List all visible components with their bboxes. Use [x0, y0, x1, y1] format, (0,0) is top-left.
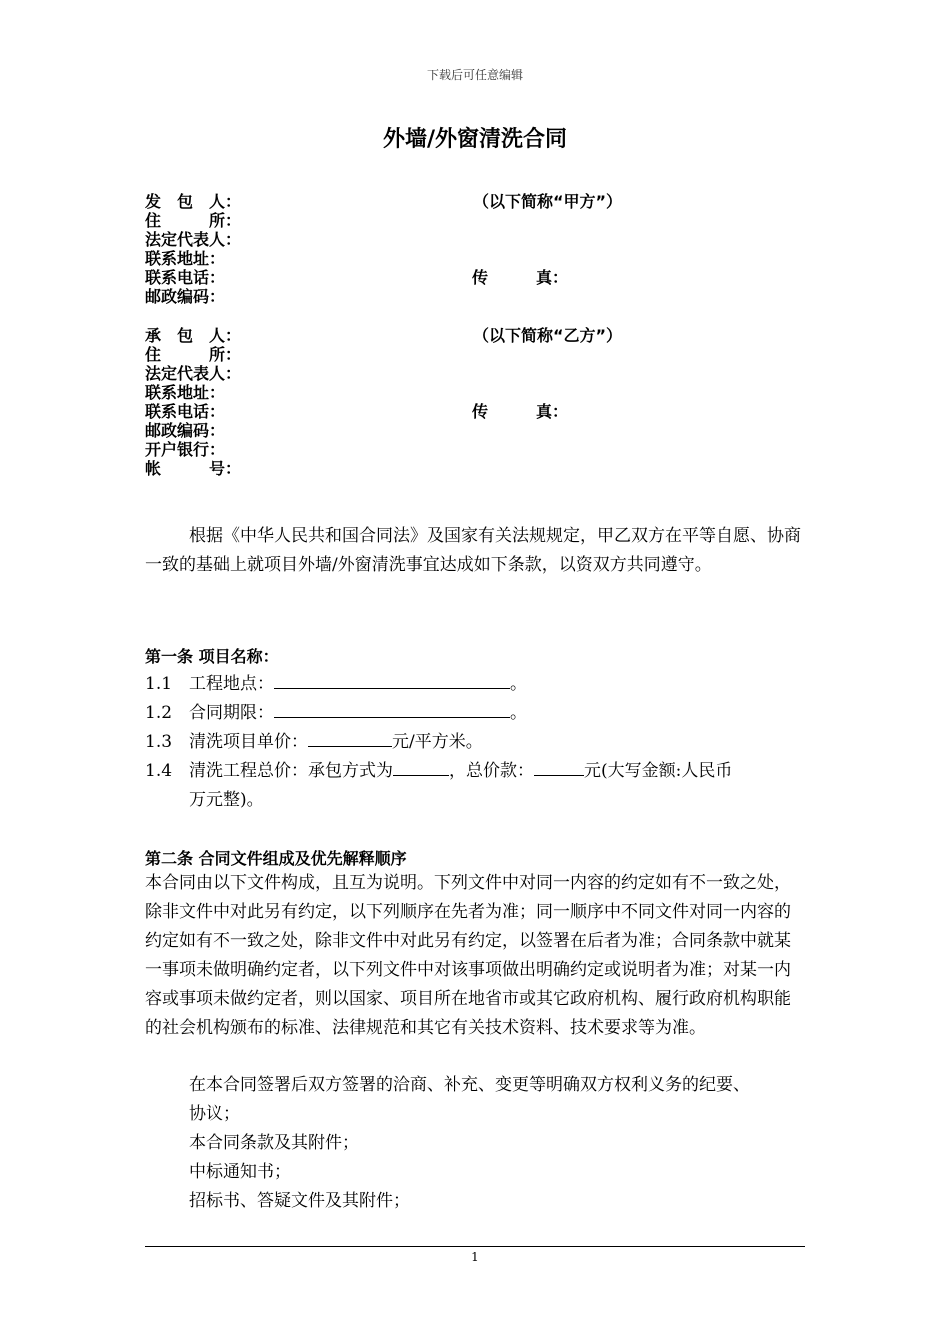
item-label: 清洗工程总价：承包方式为: [189, 761, 393, 781]
intro-paragraph: 根据《中华人民共和国合同法》及国家有关法规规定，甲乙双方在平等自愿、协商一致的基础上就项目外墙/外窗清洗事宜达成如下条款，以资双方共同遵守。: [145, 526, 801, 575]
page-number: 1: [471, 1250, 479, 1264]
article-1-heading: 第一条 项目名称：: [145, 647, 279, 666]
blank-field[interactable]: [393, 757, 449, 776]
item-label: 工程地点：: [189, 674, 274, 694]
article-2-body: 本合同由以下文件构成，且互为说明。下列文件中对同一内容的约定如有不一致之处，除非文件中对此另有约定，以下列顺序在先者为准；同一顺序中不同文件对同一内容的约定如有不一致之处，除非文件中对此另有约定，以签署在后者为准；合同条款中就某一事项未做明确约定者，以下列文件中对该事项做出明确约定或说明者为准；对某一内容或事项未做约定者，则以国家、项目所在地省市或其它政府机构、履行政府机构职能的社会机构颁布的标准、法律规范和其它有关技术资料、技术要求等为准。: [145, 873, 791, 1038]
party-b-fax-label: 传 真：: [472, 402, 569, 421]
party-b-contact-address-label: 联系地址：: [145, 383, 226, 402]
item-suffix: 元(大写金额:人民币: [584, 761, 733, 781]
party-b-account-label: 帐 号：: [145, 459, 242, 478]
party-a-postcode-label: 邮政编码：: [145, 287, 226, 306]
item-label: 合同期限：: [189, 703, 274, 723]
party-a-contact-address-label: 联系地址：: [145, 249, 226, 268]
blank-field[interactable]: [274, 699, 510, 718]
party-a-rep-label: 法定代表人：: [145, 230, 242, 249]
party-a-note: （以下简称“甲方”）: [473, 192, 623, 211]
article-2-list-item: 招标书、答疑文件及其附件；: [189, 1191, 410, 1211]
party-b-address-label: 住 所：: [145, 345, 242, 364]
item-1-4-continued: 万元整)。: [189, 790, 264, 810]
party-a-label: 发 包 人：: [145, 192, 242, 211]
blank-field[interactable]: [534, 757, 584, 776]
article-2-list-item: 本合同条款及其附件；: [189, 1133, 359, 1153]
article-2-heading: 第二条 合同文件组成及优先解释顺序: [145, 849, 407, 868]
item-1-3: [145, 728, 483, 757]
blank-field[interactable]: [274, 670, 510, 689]
header-note: 下载后可任意编辑: [426, 68, 523, 82]
party-b-note: （以下简称“乙方”）: [473, 326, 623, 345]
item-number: 1.2: [145, 703, 173, 723]
blank-field[interactable]: [308, 728, 392, 747]
item-number: 1.3: [145, 732, 173, 752]
item-suffix: 元/平方米。: [392, 732, 483, 752]
item-label: 清洗项目单价：: [189, 732, 308, 752]
item-suffix: 。: [510, 703, 527, 723]
item-suffix: 。: [510, 674, 527, 694]
article-2-list-item: 在本合同签署后双方签署的洽商、补充、变更等明确双方权利义务的纪要、: [189, 1075, 750, 1095]
party-a-address-label: 住 所：: [145, 211, 242, 230]
party-b-bank-label: 开户银行：: [145, 440, 226, 459]
party-b-label: 承 包 人：: [145, 326, 242, 345]
party-b-postcode-label: 邮政编码：: [145, 421, 226, 440]
party-b-rep-label: 法定代表人：: [145, 364, 242, 383]
item-number: 1.4: [145, 761, 173, 781]
item-mid: ，总价款：: [449, 761, 534, 781]
document-title: 外墙/外窗清洗合同: [382, 127, 568, 152]
item-1-2: [145, 699, 527, 728]
item-1-4: [145, 757, 732, 786]
party-a-fax-label: 传 真：: [472, 268, 569, 287]
item-number: 1.1: [145, 674, 173, 694]
article-2-list-item: 协议；: [189, 1104, 240, 1124]
party-a-phone-label: 联系电话：: [145, 268, 226, 287]
item-1-1: [145, 670, 527, 699]
article-2-list-item: 中标通知书；: [189, 1162, 291, 1182]
footer-divider: [145, 1246, 805, 1247]
party-b-phone-label: 联系电话：: [145, 402, 226, 421]
